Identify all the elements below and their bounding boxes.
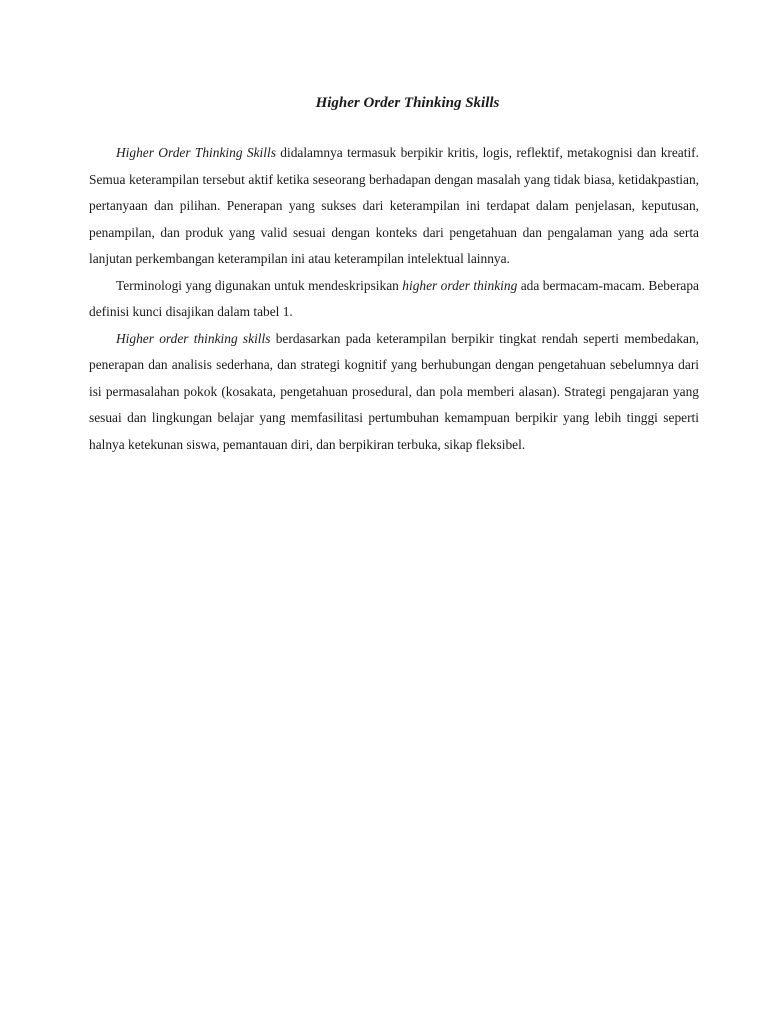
paragraph-2-italic: higher order thinking (402, 277, 518, 293)
paragraph-1 (89, 140, 699, 273)
paragraph-3 (89, 326, 699, 459)
document-title: Higher Order Thinking Skills (315, 95, 500, 111)
paragraph-2 (89, 273, 699, 326)
paragraph-2-text-after: ada bermacam-macam. Beberapa definisi kunci disajikan dalam tabel 1. (89, 277, 699, 319)
paragraph-1-lead-italic: Higher Order Thinking Skills (116, 145, 276, 160)
paragraph-3-text: berdasarkan pada keterampilan berpikir tingkat rendah seperti membedakan, penerapan dan analisis sederhana, dan strategi kognitif yang berhubungan dengan pengetahuan sebelumnya dari isi permasalahan pokok (kosakata, pengetahuan prosedural, dan pola memberi alasan). Strategi pengajaran yang sesuai dan lingkungan belajar yang memfasilitasi pertumbuhan kemampuan berpikir yang lebih tinggi seperti halnya ketekunan siswa, pemantauan diri, dan berpikiran terbuka, sikap fleksibel. (89, 330, 699, 452)
paragraph-2-text-before: Terminologi yang digunakan untuk mendeskripsikan (116, 277, 403, 293)
document-body (89, 92, 699, 458)
paragraph-3-lead-italic: Higher order thinking skills (116, 330, 271, 346)
paragraph-1-text: didalamnya termasuk berpikir kritis, logis, reflektif, metakognisi dan kreatif. Semua keterampilan tersebut aktif ketika seseorang berhadapan dengan masalah yang tidak biasa, ketidakpastian, pertanyaan dan pilihan. Penerapan yang sukses dari keterampilan ini terdapat dalam penjelasan, keputusan, penampilan, dan produk yang valid sesuai dengan konteks dari pengetahuan dan pengalaman yang ada serta lanjutan perkembangan keterampilan ini atau keterampilan intelektual lainnya. (89, 145, 699, 266)
